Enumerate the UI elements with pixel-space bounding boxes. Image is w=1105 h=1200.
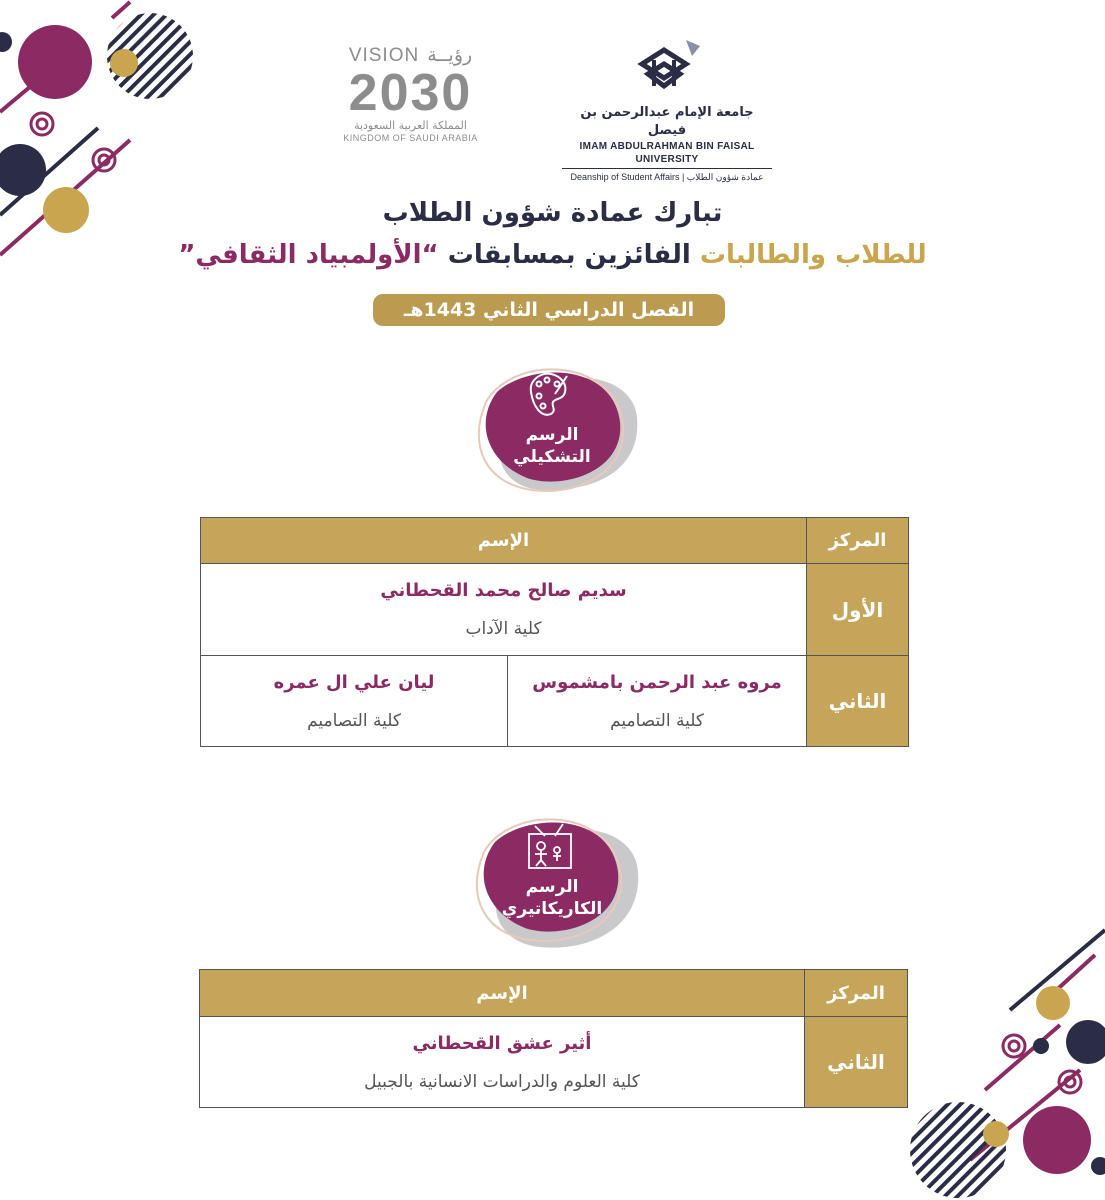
deco-ring [31, 113, 53, 135]
header-name: الإسم [201, 518, 807, 564]
vision-2030-logo [333, 44, 488, 154]
header-rank: المركز [805, 970, 908, 1017]
heading-winners: الفائزين بمسابقات [447, 240, 691, 270]
category-label-line: الكاريكاتيري [501, 899, 603, 919]
winner-cell [508, 656, 807, 747]
winner-college: كلية العلوم والدراسات الانسانية بالجبيل [364, 1071, 640, 1092]
deco-ring [37, 119, 47, 129]
table-header-row [201, 518, 909, 564]
category-label-line: التشكيلي [513, 447, 591, 467]
results-table-painting [200, 517, 909, 747]
winner-college: كلية التصاميم [610, 710, 704, 731]
deco-circle [1036, 986, 1070, 1020]
deco-ring [99, 155, 109, 165]
winner-cell [200, 1017, 805, 1108]
semester-badge: الفصل الدراسي الثاني 1443هـ [373, 294, 725, 326]
heading-olympiad: “الأولمبياد الثقافي” [178, 240, 439, 270]
table-header-row [200, 970, 908, 1017]
category-label-line: الرسم [525, 425, 579, 445]
rank-cell: الأول [807, 564, 909, 656]
deco-circle [0, 32, 12, 52]
winner-name: سديم صالح محمد القحطاني [380, 580, 627, 601]
results-table-caricature [199, 969, 908, 1108]
vision-label-ar: رؤيــة [427, 44, 473, 66]
heading-line-2 [0, 240, 1105, 270]
deco-circle [983, 1121, 1009, 1147]
deco-ring [1065, 1077, 1075, 1087]
university-logo [562, 38, 772, 182]
deco-circle [0, 144, 46, 196]
heading-line-1: تبارك عمادة شؤون الطلاب [382, 198, 723, 228]
winner-cell [201, 564, 807, 656]
deco-line [985, 1025, 1060, 1090]
winner-name: أثير عشق القحطاني [412, 1032, 592, 1054]
deco-ring [1003, 1035, 1025, 1057]
deco-circle [110, 49, 138, 77]
university-emblem-icon [634, 38, 704, 100]
vision-year: 2030 [348, 64, 473, 122]
vision-label-en: VISION [348, 45, 420, 66]
winner-college: كلية الآداب [465, 619, 542, 639]
table-row [201, 564, 909, 656]
deco-circle [1091, 1157, 1105, 1175]
winner-cell [201, 656, 508, 747]
university-name-ar: جامعة الإمام عبدالرحمن بن فيصل [580, 105, 754, 138]
deco-circle [1023, 1106, 1091, 1174]
table-row [201, 656, 909, 747]
category-label-painting [497, 424, 607, 468]
deco-circle [1066, 1020, 1105, 1064]
table-row [200, 1017, 908, 1108]
vision-country-ar: المملكة العربية السعودية [354, 119, 467, 132]
rank-cell: الثاني [805, 1017, 908, 1108]
university-name-en: IMAM ABDULRAHMAN BIN FAISAL UNIVERSITY [579, 141, 755, 165]
header-name: الإسم [200, 970, 805, 1017]
deco-line [112, 2, 130, 18]
logo-divider [562, 168, 772, 169]
heading-students: للطلاب والطالبات [699, 240, 927, 270]
vision-country-en: KINGDOM OF SAUDI ARABIA [343, 133, 478, 143]
header-rank: المركز [807, 518, 909, 564]
category-label-caricature [492, 876, 612, 920]
category-label-line: الرسم [525, 877, 579, 897]
rank-cell: الثاني [807, 656, 909, 747]
deco-circle [910, 1102, 1006, 1198]
winner-college: كلية التصاميم [307, 710, 401, 731]
deco-ring [1009, 1041, 1019, 1051]
deco-circle [1033, 1038, 1049, 1054]
winner-name: مروه عبد الرحمن بامشموس [532, 671, 782, 693]
winner-name: ليان علي ال عمره [273, 671, 435, 693]
deanship-label: Deanship of Student Affairs | عمادة شؤون الطلاب [570, 172, 764, 182]
deco-ring [93, 149, 115, 171]
